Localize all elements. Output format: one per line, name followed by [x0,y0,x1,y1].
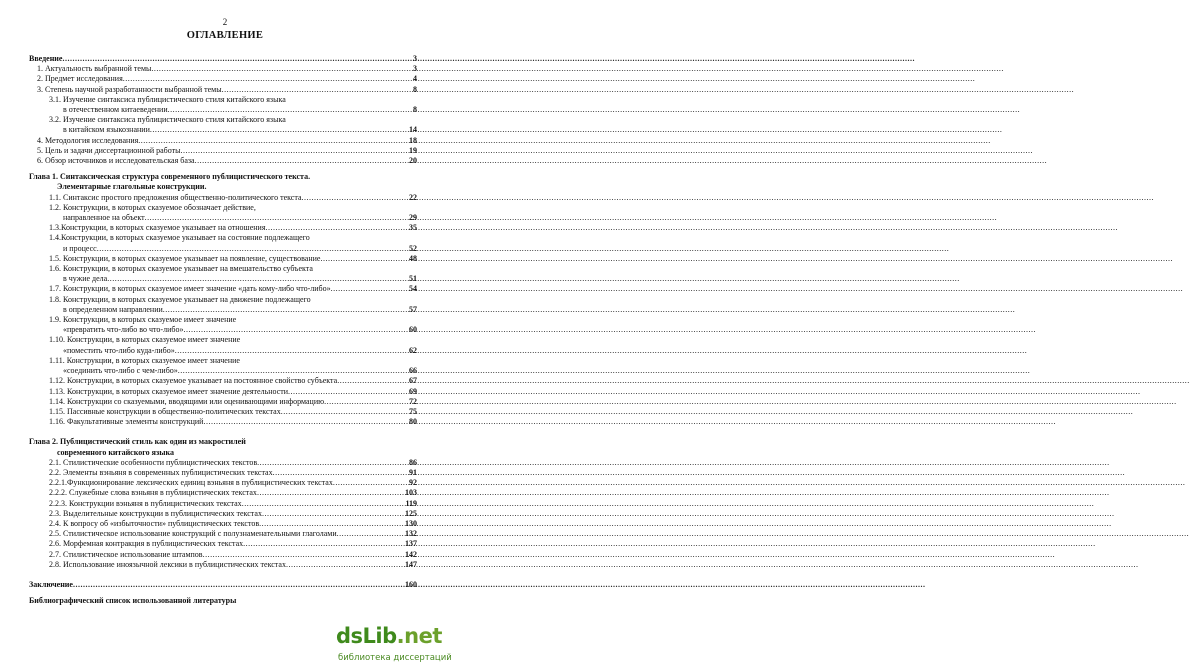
toc-entry-page: 48 [409,253,417,263]
leader-dots [302,193,409,203]
toc-entry-label: 1. Актуальность выбранной темы [37,64,152,74]
toc-entry-label: 5. Цель и задачи диссертационной работы [37,145,181,155]
toc-entry-page: 86 [409,457,417,467]
toc-entry [29,387,417,397]
toc-entry-label: 2. Предмет исследования [37,74,123,84]
toc-entry-conclusion [29,580,417,590]
leader-dots [62,54,412,64]
leader-dots [337,529,404,539]
toc-entry-page: 3 [413,64,417,74]
toc-entry-page: 4 [413,74,417,84]
toc-entry-page: 52 [409,243,417,253]
toc-entry-label: 2.2.1.Функционирование лексических единиц вэньяня в публицистических текстах [49,478,333,488]
toc-entry-page: 72 [409,396,417,406]
toc-entry-label: 2.1. Стилистические особенности публицистических текстов [49,457,258,467]
toc-entry [29,376,417,386]
toc-entry-label: 2.8. Использование иноязычной лексики в публицистических текстах [49,559,286,569]
toc-entry-bibliography: Библиографический список использованной литературы [29,596,237,606]
toc-entry-page: 54 [409,284,417,294]
toc-entry-page: 3 [413,54,417,63]
toc-entry-label: 1.3.Конструкции, в которых сказуемое указывает на отношения [49,223,266,233]
toc-entry [29,305,417,315]
toc-entry-line: 1.11. Конструкции, в которых сказуемое имеет значение [49,355,240,365]
toc-entry-page: 19 [409,145,417,155]
toc-entry-label: 1.13. Конструкции, в которых сказуемое имеет значение деятельности [49,386,289,396]
chapter-2-subtitle: современного китайского языка [57,447,174,457]
toc-entry-label: 2.2. Элементы вэньяня в современных публицистических текстах [49,467,273,477]
toc-entry [29,156,417,166]
leader-dots [281,407,408,417]
toc-entry [29,223,417,233]
leader-dots [266,223,409,233]
toc-entry [29,213,417,223]
leader-dots [331,284,408,294]
toc-entry-label: 1.16. Факультативные элементы конструкций [49,417,204,427]
leader-dots [151,64,412,74]
toc-entry [29,478,417,488]
toc-entry [29,254,417,264]
toc-entry-label: в чужие дела [63,274,108,284]
toc-entry-page: 8 [413,105,417,115]
toc-entry-line: 1.6. Конструкции, в которых сказуемое указывает на вмешательство субъекта [49,264,313,274]
toc-entry [29,529,417,539]
toc-entry [29,397,417,407]
toc-entry-line: 1.9. Конструкции, в которых сказуемое имеет значение [49,315,237,325]
toc-entry-page: 75 [409,406,417,416]
toc-entry-label: Заключение [29,579,73,589]
toc-entry-label: 1.1. Синтаксис простого предложения общественно-политического текста [49,192,302,202]
toc-entry-label: 2.7. Стилистическое использование штампов [49,549,203,559]
toc-entry-page: 20 [409,156,417,166]
leader-dots [203,550,404,560]
leader-dots [150,125,408,135]
page-title: ОГЛАВЛЕНИЕ [186,30,264,41]
toc-entry-label: «поместить что-либо куда-либо» [63,345,175,355]
toc-entry-label: 6. Обзор источников и исследовательская база [37,156,195,166]
toc-entry [29,85,417,95]
leader-dots [324,397,408,407]
leader-dots [262,509,404,519]
toc-entry-label: «превратить что-либо во что-либо» [63,325,184,335]
toc-entry-page: 60 [409,325,417,335]
toc-entry-page: 92 [409,478,417,488]
toc-entry-page: 91 [409,467,417,477]
toc-entry-page: 160 [405,579,417,589]
toc-entry-label: направленное на объект [63,213,145,223]
toc-entry-label: 1.7. Конструкции, в которых сказуемое имеет значение «дать кому-либо что-либо» [49,284,331,294]
toc-entry-label: в китайском языкознании [63,125,150,135]
toc-entry [29,550,417,560]
leader-dots [181,146,409,156]
toc-entry-label: и процесс [63,243,97,253]
toc-entry-line: 1.8. Конструкции, в которых сказуемое указывает на движение подлежащего [49,294,311,304]
toc-entry-label: в отечественном китаеведении [63,105,168,115]
toc-entry-page: 22 [409,192,417,202]
leader-dots [288,387,408,397]
toc-entry [29,325,417,335]
toc-entry-page: 130 [405,518,417,528]
toc-entry [29,125,417,135]
page-number: 2 [222,17,228,27]
leader-dots [243,539,404,549]
toc-entry [29,407,417,417]
leader-dots [286,560,404,570]
toc-entry-page: 137 [405,539,417,549]
leader-dots [273,468,408,478]
leader-dots [195,156,408,166]
leader-dots [163,305,408,315]
leader-dots [259,519,404,529]
leader-dots [222,85,412,95]
toc-entry-label: 2.3. Выделительные конструкции в публицистических текстах [49,508,262,518]
chapter-2-entries [29,458,417,570]
toc-entry [29,468,417,478]
toc-entry [29,539,417,549]
dslib-tld: .net [396,624,442,648]
toc-entry-page: 103 [405,488,417,498]
toc-entry-page: 132 [405,529,417,539]
toc-entry-page: 57 [409,304,417,314]
toc-entry [29,366,417,376]
toc-entry-label: 2.6. Морфемная контракция в публицистических текстах [49,539,244,549]
toc-entry-page: 80 [409,417,417,427]
toc-entry-line: 3.2. Изучение синтаксиса публицистического стиля китайского языка [49,115,286,125]
leader-dots [320,254,408,264]
leader-dots [138,136,408,146]
leader-dots [242,499,405,509]
dslib-watermark-logo [336,624,452,668]
leader-dots [145,213,408,223]
toc-entry-page: 14 [409,125,417,135]
toc-entry [29,193,417,203]
toc-entry [29,417,417,427]
dslib-brand: dsLib [336,624,397,648]
leader-dots [178,366,408,376]
toc-entry [29,146,417,156]
leader-dots [183,325,408,335]
toc-entry-page: 66 [409,366,417,376]
chapter-2-title: Глава 2. Публицистический стиль как один из макростилей [29,437,246,447]
toc-entry-line: 3.1. Изучение синтаксиса публицистического стиля китайского языка [49,94,286,104]
toc-entry [29,509,417,519]
toc-entry [29,274,417,284]
toc-entry-label: 4. Методология исследования [37,135,139,145]
toc-entry-label: 1.14. Конструкции со сказуемыми, вводящими или оценивающими информацию [49,396,325,406]
toc-entry [29,458,417,468]
toc-entry-introduction [29,54,417,64]
toc-entry [29,346,417,356]
toc-entry-page: 69 [409,386,417,396]
leader-dots [107,274,408,284]
toc-entry-label: «соединить что-либо с чем-либо» [63,366,178,376]
toc-entry [29,105,417,115]
leader-dots [333,478,408,488]
toc-entry-label: 2.2.2. Служебные слова вэньяня в публицистических текстах [49,488,257,498]
leader-dots [257,488,404,498]
toc-entry-label: 3. Степень научной разработанности выбранной темы [37,84,222,94]
toc-entry-label: в определенном направлении [63,304,163,314]
dslib-subtitle: библиотека диссертаций [338,653,452,663]
toc-entry-line: 1.2. Конструкции, в которых сказуемое обозначает действие, [49,202,256,212]
toc-entry-page: 67 [409,376,417,386]
toc-entry-line: 1.10. Конструкции, в которых сказуемое имеет значение [49,335,241,345]
toc-entry-page: 18 [409,135,417,145]
table-of-contents [29,54,417,606]
leader-dots [175,346,408,356]
toc-entry-page: 147 [405,559,417,569]
leader-dots [337,376,408,386]
toc-entry-line: 1.4.Конструкции, в которых сказуемое указывает на состояние подлежащего [49,233,310,243]
toc-entry-page: 35 [409,223,417,233]
leader-dots [73,580,404,590]
toc-entry-label: 2.5. Стилистическое использование конструкций с полузнаменательными глаголами [49,529,337,539]
toc-entry-label: 1.12. Конструкции, в которых сказуемое указывает на постоянное свойство субъекта [49,376,338,386]
chapter-1-entries [29,193,417,428]
leader-dots [97,244,408,254]
chapter-1-subtitle: Элементарные глагольные конструкции. [57,182,207,192]
toc-entry [29,519,417,529]
toc-entry-page: 51 [409,274,417,284]
toc-entry-label: 1.15. Пассивные конструкции в общественно-политических текстах [49,406,281,416]
toc-entry-page: 29 [409,213,417,223]
toc-entry-label: Введение [29,54,63,63]
toc-entry [29,284,417,294]
toc-entry-page: 8 [413,84,417,94]
toc-entry [29,244,417,254]
toc-entry-page: 119 [405,498,417,508]
toc-entry-label: 1.5. Конструкции, в которых сказуемое указывает на появление, существование [49,253,321,263]
toc-entry [29,499,417,509]
toc-entry [29,136,417,146]
toc-entry-label: 2.4. К вопросу об «избыточности» публицистических текстов [49,518,260,528]
toc-entry-page: 62 [409,345,417,355]
leader-dots [203,417,408,427]
toc-entry-page: 125 [405,508,417,518]
chapter-1-title: Глава 1. Синтаксическая структура современного публицистического текста. [29,172,311,182]
toc-entry-page: 142 [405,549,417,559]
toc-entry [29,560,417,570]
toc-entry [29,74,417,84]
leader-dots [168,105,412,115]
leader-dots [257,458,408,468]
toc-entry-label: 2.2.3. Конструкции вэньяня в публицистических текстах [49,498,242,508]
toc-entry [29,488,417,498]
toc-entry [29,64,417,74]
dslib-logo-text [336,624,442,648]
leader-dots [123,74,412,84]
